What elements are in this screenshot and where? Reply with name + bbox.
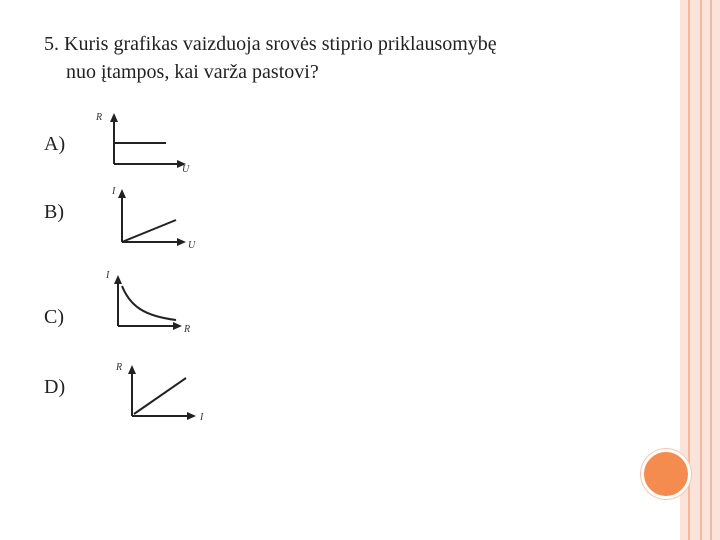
y-axis-letter: I: [106, 270, 110, 281]
graph-curve: [134, 378, 186, 414]
option-d-graph[interactable]: [114, 358, 214, 432]
graph-curve: [122, 286, 176, 320]
x-axis-letter: R: [184, 324, 191, 335]
question-text: [44, 30, 604, 86]
option-c-label[interactable]: C): [44, 306, 64, 328]
x-axis-letter: U: [188, 240, 196, 251]
option-a-graph[interactable]: [96, 110, 196, 174]
decorative-circle: [641, 449, 691, 499]
option-d-label[interactable]: D): [44, 376, 66, 398]
y-axis-letter: R: [116, 362, 123, 373]
option-b-graph[interactable]: [104, 184, 204, 250]
x-axis-letter: U: [182, 164, 190, 175]
question-line-1: 5. Kuris grafikas vaizduoja srovės stiprio priklausomybę: [44, 33, 497, 55]
y-axis-letter: R: [96, 112, 103, 123]
option-a-label[interactable]: A): [44, 133, 66, 155]
graph-curve: [122, 220, 176, 242]
question-line-2: nuo įtampos, kai varža pastovi?: [66, 61, 319, 83]
option-b-label[interactable]: B): [44, 201, 64, 223]
x-axis-letter: I: [200, 412, 204, 423]
y-axis-letter: I: [112, 186, 116, 197]
option-c-graph[interactable]: [104, 266, 204, 338]
